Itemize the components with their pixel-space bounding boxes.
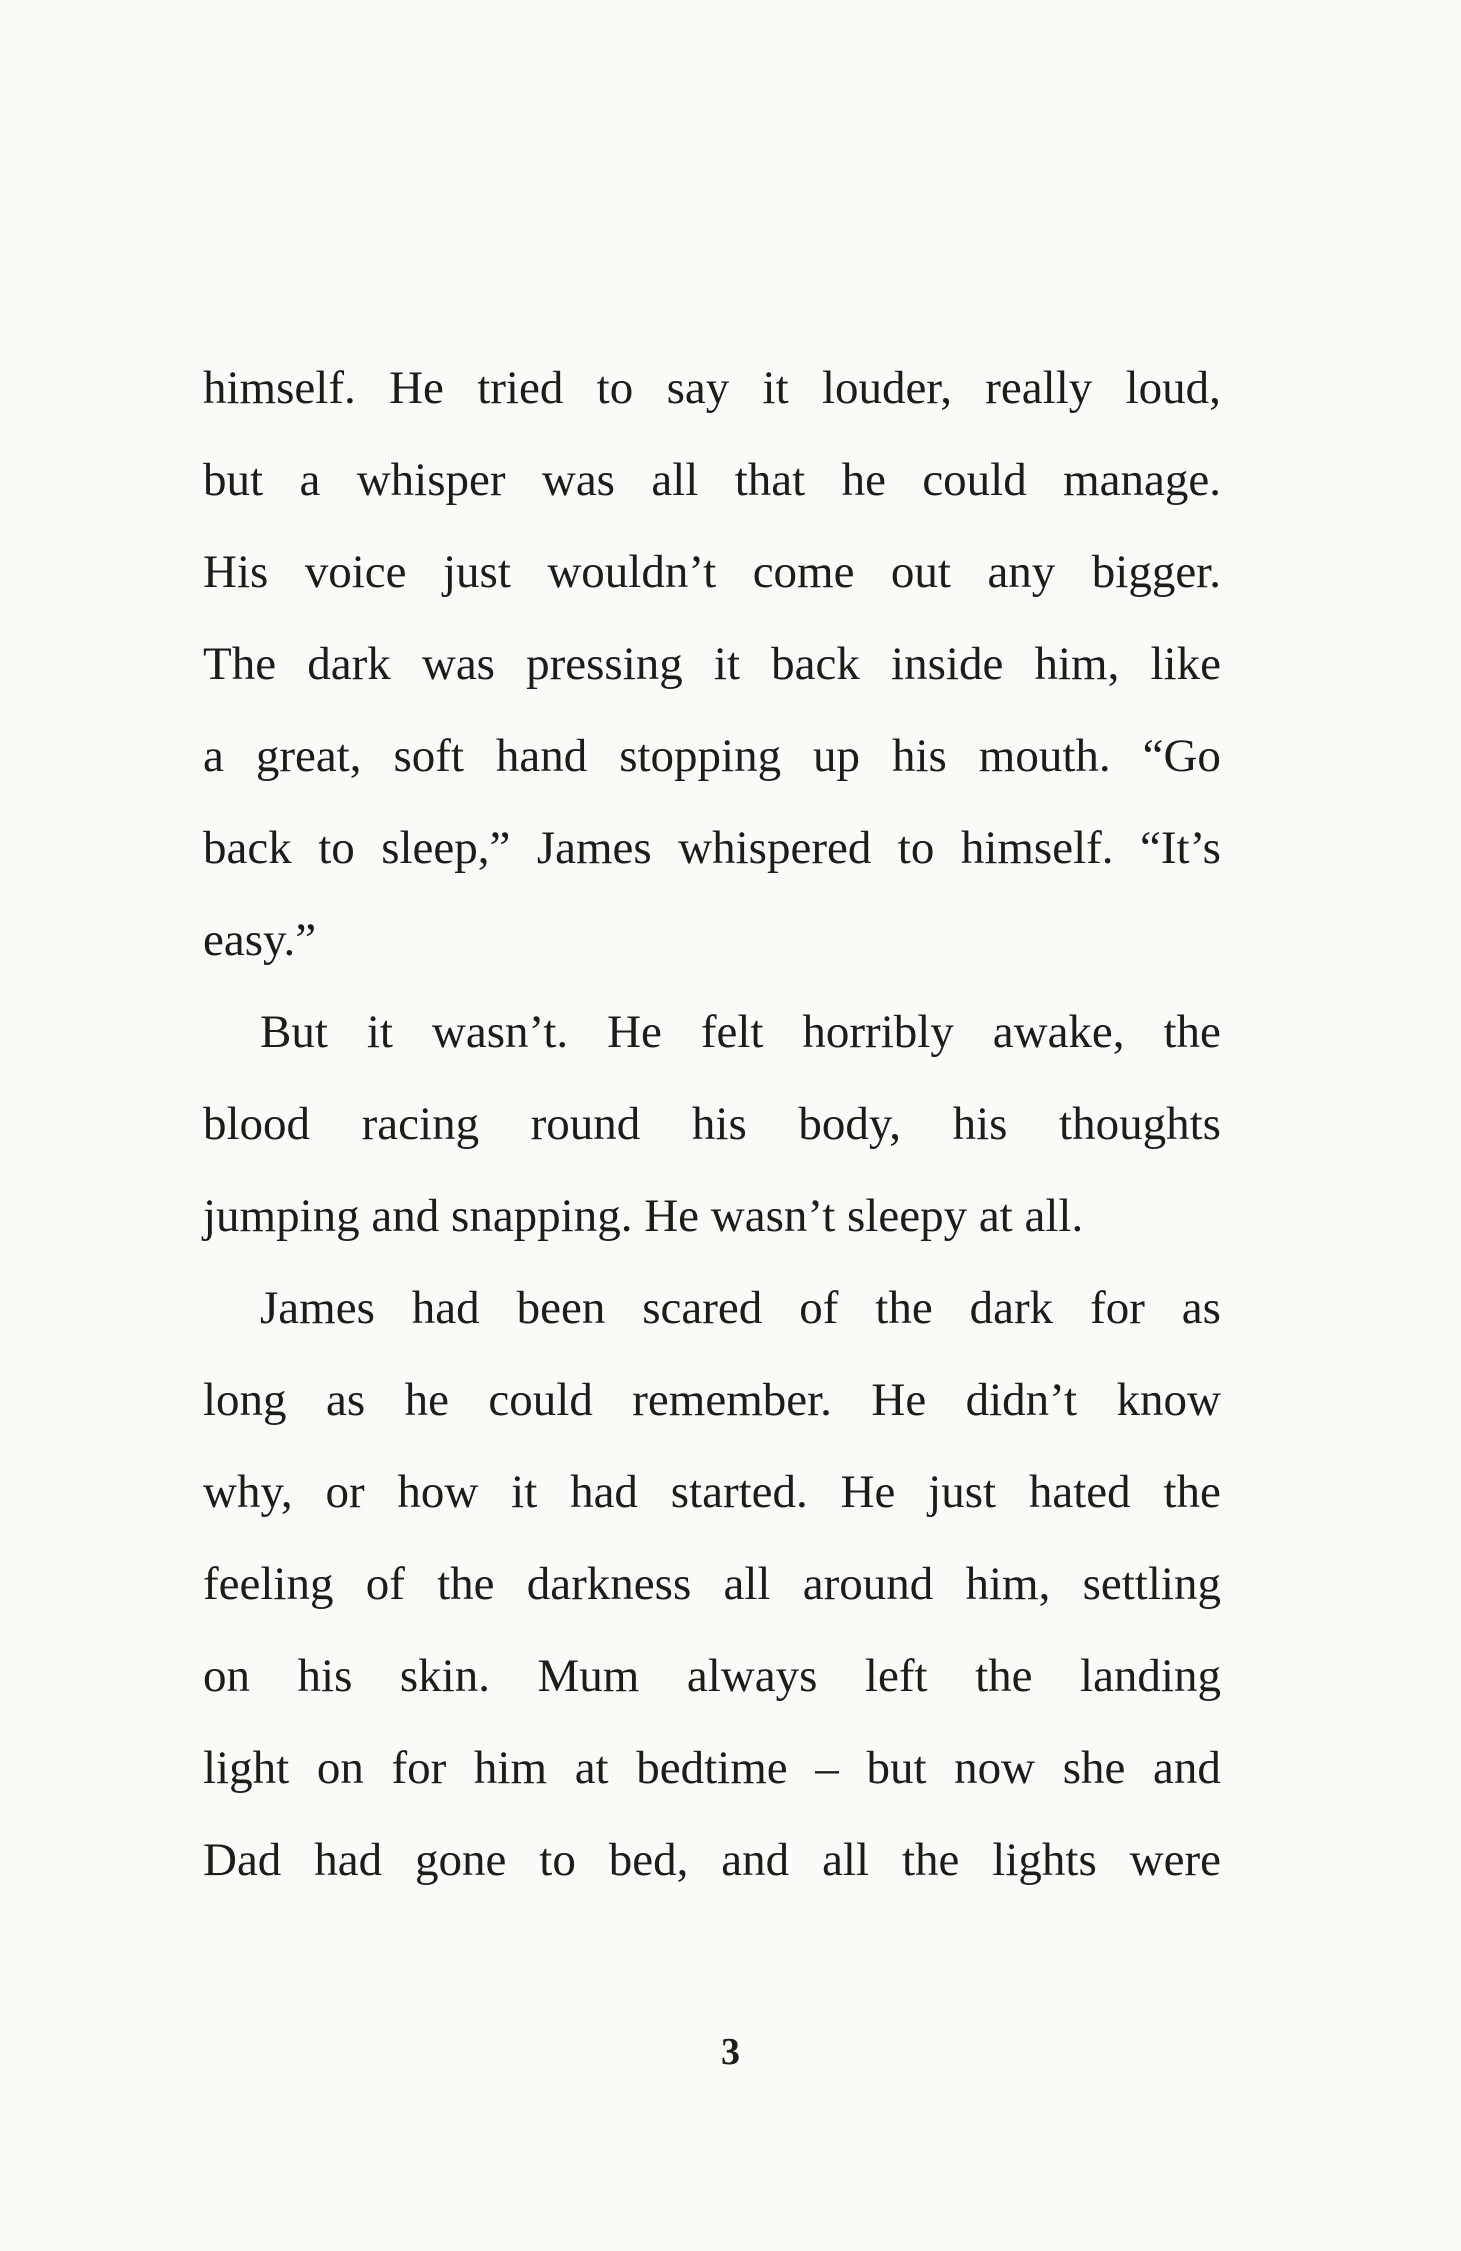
word: voice <box>304 546 407 598</box>
word: feeling <box>203 1558 334 1610</box>
word: round <box>530 1098 641 1150</box>
word: it <box>762 362 789 414</box>
word: had <box>411 1282 480 1334</box>
word: tried <box>477 362 564 414</box>
word: but <box>866 1742 927 1794</box>
text-line <box>203 1722 1221 1814</box>
word: hand <box>495 730 588 782</box>
word: all <box>723 1558 771 1610</box>
word: as <box>1181 1282 1221 1334</box>
word: bed, <box>608 1834 689 1886</box>
word: “Go <box>1142 730 1221 782</box>
word: manage. <box>1063 454 1221 506</box>
word: that <box>734 454 806 506</box>
word: it <box>713 638 741 690</box>
word: felt <box>700 1006 764 1058</box>
word: wasn’t. <box>431 1006 569 1058</box>
word: a <box>299 454 321 506</box>
word: around <box>802 1558 934 1610</box>
word: thoughts <box>1059 1098 1221 1150</box>
word: loud, <box>1125 362 1221 414</box>
word: Mum <box>537 1650 640 1702</box>
word: could <box>488 1374 593 1426</box>
word: awake, <box>992 1006 1125 1058</box>
word: was <box>421 638 495 690</box>
word: the <box>1163 1006 1221 1058</box>
word: know <box>1116 1374 1221 1426</box>
word: James <box>536 822 652 874</box>
word: He <box>840 1466 896 1518</box>
word: himself. <box>960 822 1114 874</box>
text-line: easy.” <box>203 914 317 966</box>
word: He <box>389 362 444 414</box>
word: out <box>890 546 951 598</box>
word: long <box>203 1374 287 1426</box>
word: The <box>203 638 277 690</box>
word: were <box>1129 1834 1221 1886</box>
text-line: jumping and snapping. He wasn’t sleepy at all. <box>203 1190 1084 1242</box>
word: left <box>864 1650 928 1702</box>
word: how <box>397 1466 479 1518</box>
word: soft <box>393 730 464 782</box>
word: on <box>316 1742 364 1794</box>
word: as <box>326 1374 366 1426</box>
word: pressing <box>526 638 683 690</box>
word: say <box>666 362 730 414</box>
word: really <box>985 362 1093 414</box>
word: of <box>365 1558 405 1610</box>
word: his <box>952 1098 1008 1150</box>
word: the <box>437 1558 495 1610</box>
word: dark <box>969 1282 1054 1334</box>
text-line <box>203 1538 1221 1630</box>
word: just <box>928 1466 997 1518</box>
word: lights <box>992 1834 1097 1886</box>
word: she <box>1062 1742 1126 1794</box>
text-line <box>203 1354 1221 1446</box>
word: was <box>541 454 615 506</box>
text-line <box>203 526 1221 618</box>
word: all <box>651 454 699 506</box>
word: inside <box>891 638 1004 690</box>
text-line <box>203 342 1221 434</box>
word: his <box>891 730 947 782</box>
word: stopping <box>619 730 782 782</box>
word: like <box>1150 638 1221 690</box>
word: mouth. <box>978 730 1111 782</box>
word: had <box>314 1834 383 1886</box>
word: light <box>203 1742 290 1794</box>
text-line <box>203 1078 1221 1170</box>
word: his <box>691 1098 747 1150</box>
word: or <box>325 1466 365 1518</box>
word: but <box>203 454 264 506</box>
word: wouldn’t <box>547 546 717 598</box>
word: any <box>987 546 1056 598</box>
word: it <box>366 1006 393 1058</box>
word: darkness <box>526 1558 692 1610</box>
word: sleep,” <box>381 822 511 874</box>
word: to <box>897 822 935 874</box>
word: could <box>922 454 1027 506</box>
word: a <box>203 730 224 782</box>
word: and <box>721 1834 790 1886</box>
word: him, <box>1034 638 1120 690</box>
word: dark <box>307 638 391 690</box>
word: scared <box>642 1282 763 1334</box>
word: had <box>570 1466 638 1518</box>
word: of <box>799 1282 839 1334</box>
word: on <box>203 1650 250 1702</box>
word: He <box>607 1006 662 1058</box>
word: for <box>391 1742 447 1794</box>
word: why, <box>203 1466 293 1518</box>
word: whisper <box>356 454 506 506</box>
word: he <box>841 454 886 506</box>
text-line <box>203 802 1221 894</box>
word: landing <box>1080 1650 1221 1702</box>
word: come <box>752 546 855 598</box>
text-line <box>203 618 1221 710</box>
word: back <box>203 822 292 874</box>
word: settling <box>1082 1558 1221 1610</box>
text-line <box>203 986 1221 1078</box>
word: But <box>260 1006 328 1058</box>
word: the <box>875 1282 933 1334</box>
text-line <box>203 710 1221 802</box>
word: started. <box>670 1466 808 1518</box>
text-line <box>203 1630 1221 1722</box>
word: He <box>871 1374 927 1426</box>
word: himself. <box>203 362 356 414</box>
word: his <box>297 1650 353 1702</box>
word: whispered <box>678 822 872 874</box>
word: to <box>596 362 634 414</box>
text-line <box>203 1446 1221 1538</box>
text-line <box>203 1814 1221 1906</box>
word: remember. <box>632 1374 832 1426</box>
word: he <box>404 1374 449 1426</box>
word: all <box>822 1834 870 1886</box>
word: the <box>975 1650 1033 1702</box>
word: gone <box>415 1834 507 1886</box>
word: “It’s <box>1140 822 1221 874</box>
word: just <box>442 546 511 598</box>
word: – <box>815 1742 839 1794</box>
body-text <box>203 342 1221 1906</box>
word: at <box>574 1742 609 1794</box>
word: been <box>516 1282 606 1334</box>
word: bedtime <box>636 1742 788 1794</box>
word: him, <box>965 1558 1051 1610</box>
word: to <box>539 1834 576 1886</box>
word: Dad <box>203 1834 282 1886</box>
word: always <box>686 1650 818 1702</box>
word: louder, <box>822 362 952 414</box>
word: racing <box>361 1098 480 1150</box>
word: hated <box>1028 1466 1131 1518</box>
word: him <box>473 1742 548 1794</box>
word: great, <box>255 730 362 782</box>
page-number: 3 <box>721 2031 740 2073</box>
word: blood <box>203 1098 311 1150</box>
word: James <box>260 1282 375 1334</box>
word: the <box>1163 1466 1221 1518</box>
word: skin. <box>399 1650 490 1702</box>
word: body, <box>798 1098 902 1150</box>
word: horribly <box>802 1006 954 1058</box>
text-line <box>203 434 1221 526</box>
word: didn’t <box>965 1374 1078 1426</box>
word: back <box>771 638 860 690</box>
word: for <box>1090 1282 1145 1334</box>
word: bigger. <box>1091 546 1221 598</box>
text-line <box>203 1262 1221 1354</box>
word: the <box>901 1834 960 1886</box>
word: now <box>954 1742 1036 1794</box>
word: and <box>1153 1742 1221 1794</box>
word: up <box>813 730 861 782</box>
word: His <box>203 546 269 598</box>
word: to <box>318 822 355 874</box>
word: it <box>511 1466 538 1518</box>
